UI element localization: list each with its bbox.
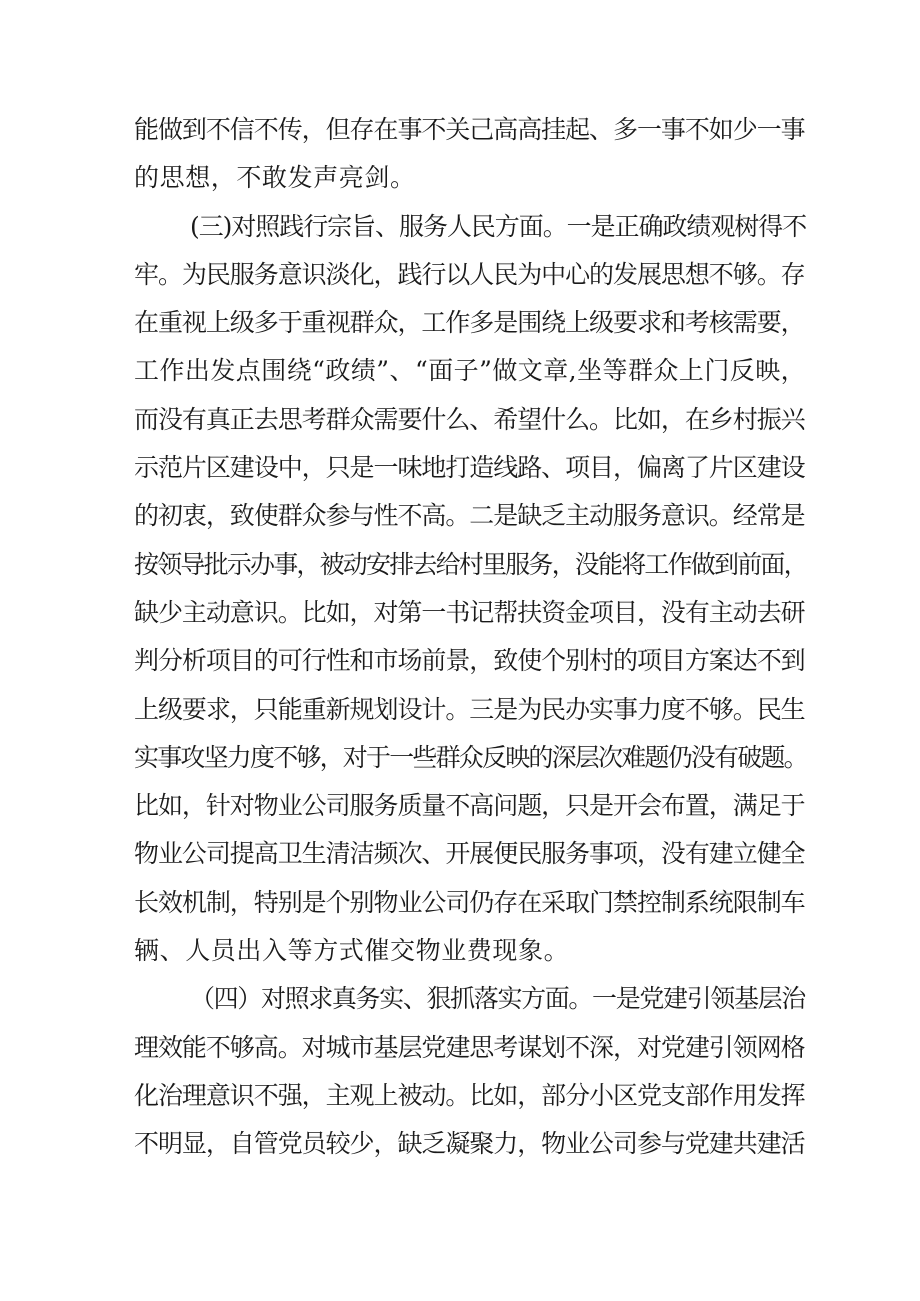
- text-line: 在重视上级多于重视群众，工作多是围绕上级要求和考核需要，: [134, 308, 805, 338]
- paragraph-3: [134, 975, 806, 1168]
- text-line: 的初衷，致使群众参与性不高。二是缺乏主动服务意识。经常是: [134, 501, 805, 531]
- text-line: 比如，针对物业公司服务质量不高问题，只是开会布置，满足于: [134, 791, 805, 821]
- text-line: (三)对照践行宗旨、服务人民方面。一是正确政绩观树得不: [190, 211, 807, 241]
- text-line: 上级要求，只能重新规划设计。三是为民办实事力度不够。民生: [134, 694, 805, 724]
- text-line: 牢。为民服务意识淡化，践行以人民为中心的发展思想不够。存: [134, 259, 805, 289]
- text-line: 辆、人员出入等方式催交物业费现象。: [134, 936, 570, 966]
- text-line: 化治理意识不强，主观上被动。比如，部分小区党支部作用发挥: [134, 1080, 805, 1110]
- document-body: [134, 106, 806, 1169]
- text-line: 按领导批示办事，被动安排去给村里服务，没能将工作做到前面，: [134, 549, 807, 579]
- text-line: 长效机制，特别是个别物业公司仍存在采取门禁控制系统限制车: [134, 887, 805, 917]
- paragraph-2: [134, 203, 806, 976]
- text-line: 物业公司提高卫生清洁频次、开展便民服务事项，没有建立健全: [134, 839, 805, 869]
- text-line: 缺少主动意识。比如，对第一书记帮扶资金项目，没有主动去研: [134, 597, 805, 627]
- text-line: 能做到不信不传，但存在事不关己高高挂起、多一事不如少一事: [134, 115, 805, 144]
- text-line: 的思想，不敢发声亮剑。: [134, 163, 416, 193]
- text-line: 工作出发点围绕“政绩”、“面子”做文章,坐等群众上门反映，: [134, 356, 807, 386]
- text-line: 不明显，自管党员较少，缺乏凝聚力，物业公司参与党建共建活: [134, 1129, 805, 1159]
- text-line: 实事攻坚力度不够，对于一些群众反映的深层次难题仍没有破题。: [134, 742, 807, 772]
- text-line: 而没有真正去思考群众需要什么、希望什么。比如，在乡村振兴: [134, 404, 805, 434]
- paragraph-1: [134, 106, 806, 203]
- text-line: 示范片区建设中，只是一味地打造线路、项目，偏离了片区建设: [134, 453, 805, 483]
- text-line: 判分析项目的可行性和市场前景，致使个别村的项目方案达不到: [134, 646, 805, 676]
- text-line: 理效能不够高。对城市基层党建思考谋划不深，对党建引领网格: [134, 1032, 805, 1062]
- text-line: （四）对照求真务实、狠抓落实方面。一是党建引领基层治: [190, 984, 805, 1014]
